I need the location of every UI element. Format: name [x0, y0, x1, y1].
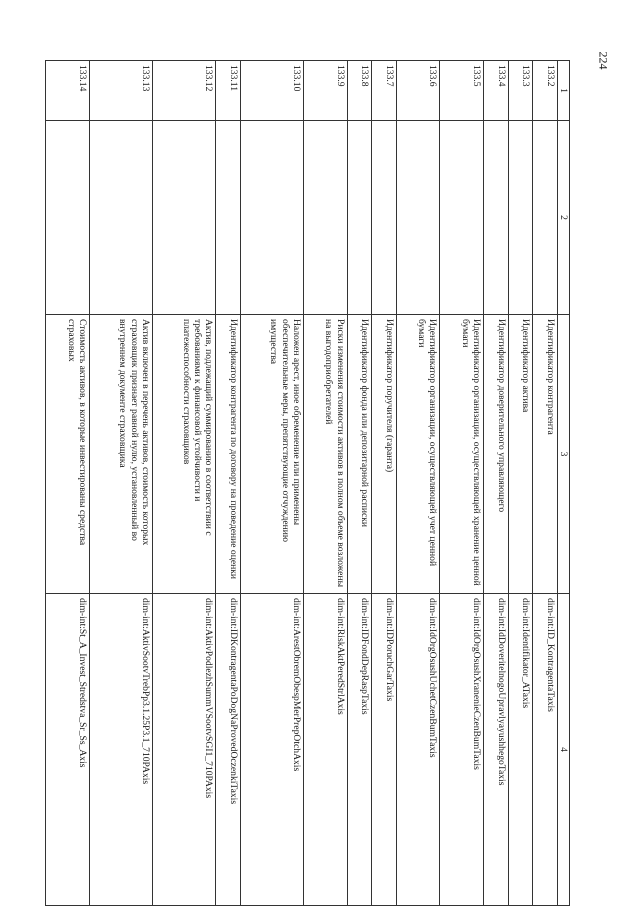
table-header-row [557, 61, 569, 906]
row-col2 [396, 121, 440, 315]
row-description: Наложен арест, иное обременение или применены обеспечительные меры, препятствующие отчуждению имущества [240, 315, 303, 594]
row-col2 [46, 121, 90, 315]
row-col2 [533, 121, 557, 315]
page-number [583, 40, 623, 80]
row-description: Идентификатор контрагента [533, 315, 557, 594]
row-dimension: dim-int:AktivPodlezhSummVSootvSGI1_710PAxis [153, 594, 216, 906]
table-row [46, 61, 90, 906]
table-row [240, 61, 303, 906]
table-row [303, 61, 347, 906]
table-row [153, 61, 216, 906]
table-row [372, 61, 396, 906]
row-description: Идентификатор фонда или депозитарной расписки [347, 315, 371, 594]
row-description: Идентификатор организации, осуществляющей хранение ценной бумаги [440, 315, 484, 594]
row-description: Риски изменения стоимости активов в полном объеме возложены на выгодоприобретателей [303, 315, 347, 594]
header-col-2: 2 [557, 121, 569, 315]
row-dimension: dim-int:IdDoveritelnogoUpravlyayushhegoTaxis [484, 594, 508, 906]
row-dimension: dim-int:ID_KontragentaTaxis [533, 594, 557, 906]
row-description: Актив включен в перечень активов, стоимость которых страховщик признает равной нулю, установленный во внутреннем документе страховщика [89, 315, 152, 594]
row-number: 133.6 [396, 61, 440, 121]
row-number: 133.7 [372, 61, 396, 121]
row-number: 133.13 [89, 61, 152, 121]
row-number: 133.10 [240, 61, 303, 121]
row-dimension: dim-int:IdOrgOsushUchetCzenBumTaxis [396, 594, 440, 906]
row-number: 133.11 [216, 61, 240, 121]
row-number: 133.8 [347, 61, 371, 121]
row-number: 133.2 [533, 61, 557, 121]
row-description: Идентификатор организации, осуществляющей учет ценной бумаги [396, 315, 440, 594]
table-row [396, 61, 440, 906]
row-number: 133.5 [440, 61, 484, 121]
row-number: 133.4 [484, 61, 508, 121]
row-number: 133.12 [153, 61, 216, 121]
header-col-4: 4 [557, 594, 569, 906]
header-col-3: 3 [557, 315, 569, 594]
row-dimension: dim-int:RiskAktPeredStrlAxis [303, 594, 347, 906]
row-col2 [440, 121, 484, 315]
row-dimension: dim-int:Identifikator_ATaxis [508, 594, 532, 906]
row-dimension: dim-int:IDFondDepRaspTaxis [347, 594, 371, 906]
row-col2 [216, 121, 240, 315]
row-col2 [153, 121, 216, 315]
table-row [533, 61, 557, 906]
table-row [347, 61, 371, 906]
row-dimension: dim-int:AktivSootvTrebPp3.1.25P3.1_710PAxis [89, 594, 152, 906]
row-dimension: dim-int:IDPoruchGarTaxis [372, 594, 396, 906]
row-description: Идентификатор актива [508, 315, 532, 594]
row-col2 [240, 121, 303, 315]
row-description: Стоимость активов, в которые инвестированы средства страховых [46, 315, 90, 594]
row-col2 [508, 121, 532, 315]
row-col2 [303, 121, 347, 315]
row-dimension: dim-int:St_A_Invest_Stredstva_Sr_Ss_Axis [46, 594, 90, 906]
row-col2 [89, 121, 152, 315]
row-number: 133.14 [46, 61, 90, 121]
table-row [440, 61, 484, 906]
header-col-1: 1 [557, 61, 569, 121]
row-col2 [484, 121, 508, 315]
page-number-text: 224 [596, 51, 611, 69]
row-number: 133.3 [508, 61, 532, 121]
row-col2 [347, 121, 371, 315]
attributes-table [45, 60, 570, 906]
row-description: Идентификатор доверительного управляющего [484, 315, 508, 594]
row-col2 [372, 121, 396, 315]
table-row [484, 61, 508, 906]
row-dimension: dim-int:IDKontragentaPoDogNaProvedOczenkiTaxis [216, 594, 240, 906]
rotated-table-container [45, 60, 570, 905]
row-dimension: dim-int:ArestObremObespMerPrepOtchAxis [240, 594, 303, 906]
table-row [508, 61, 532, 906]
row-description: Идентификатор поручителя (гаранта) [372, 315, 396, 594]
row-description: Идентификатор контрагента по договору на проведение оценки [216, 315, 240, 594]
row-description: Актив, подлежащий суммированию в соответствии с требованиями к финансовой устойчивости и платежеспособности страховщиков [153, 315, 216, 594]
table-row [89, 61, 152, 906]
row-number: 133.9 [303, 61, 347, 121]
row-dimension: dim-int:IdOrgOsushXranenieCzenBumTaxis [440, 594, 484, 906]
table-row [216, 61, 240, 906]
